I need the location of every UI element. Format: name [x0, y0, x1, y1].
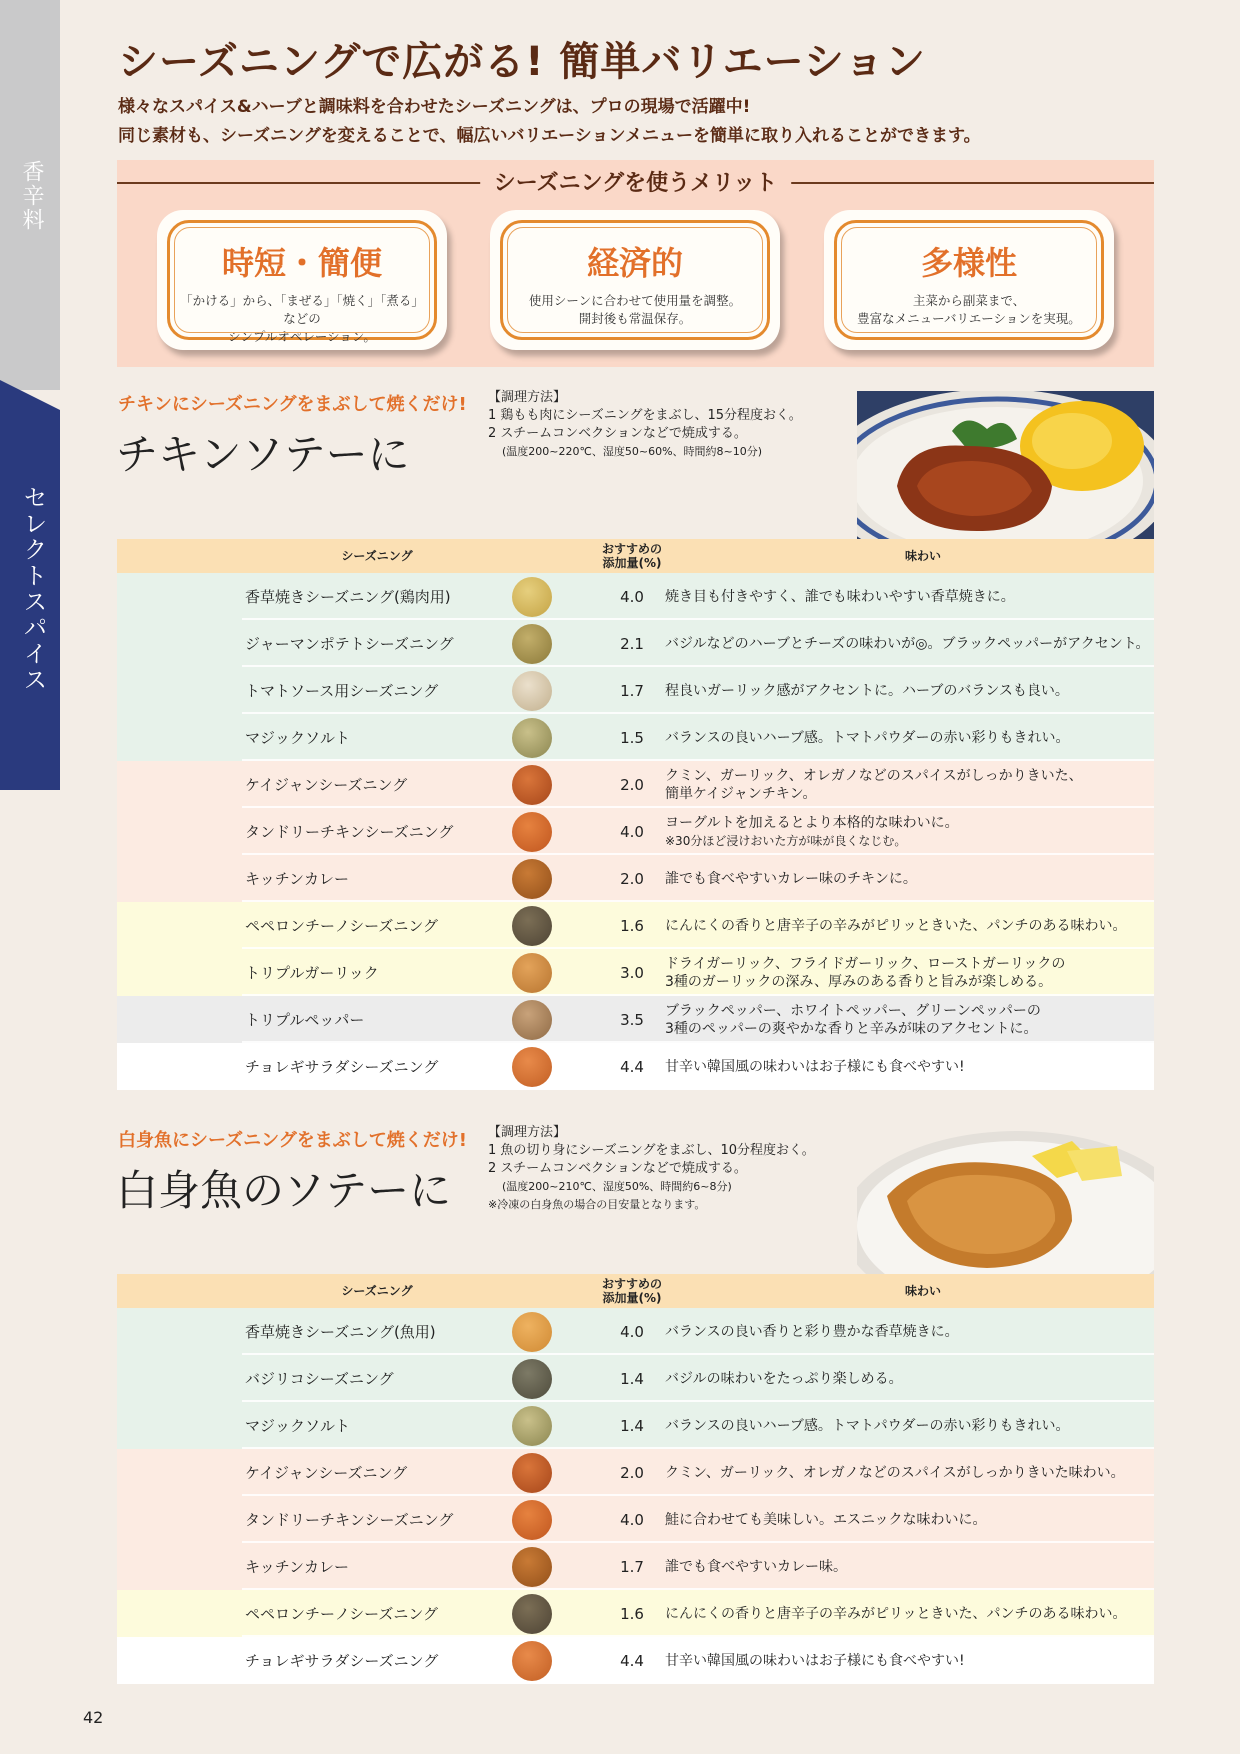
page-number: 42 [83, 1708, 104, 1727]
seasoning-swatch [512, 671, 552, 711]
method-note: ※冷凍の白身魚の場合の目安量となります。 [488, 1198, 706, 1211]
seasoning-swatch [512, 1594, 552, 1634]
chicken-seasoning-table [117, 539, 1154, 1094]
fish-photo [857, 1126, 1154, 1274]
seasoning-name: ケイジャンシーズニング [245, 1464, 408, 1482]
side-tab [0, 0, 60, 1754]
seasoning-amount: 1.6 [620, 1604, 644, 1623]
merit-desc-line: 開封後も常温保存。 [578, 311, 692, 326]
method-title: 【調理方法】 [488, 1125, 567, 1140]
merit-badge-economy [490, 210, 780, 350]
seasoning-swatch [512, 1000, 552, 1040]
seasoning-amount: 1.7 [620, 1557, 644, 1576]
chicken-photo [857, 391, 1154, 539]
table-row [117, 949, 1154, 996]
table-row [117, 1590, 1154, 1637]
seasoning-swatch [512, 624, 552, 664]
seasoning-name: ペペロンチーノシーズニング [245, 917, 439, 935]
merit-heading: シーズニングを使うメリット [480, 166, 792, 197]
merit-panel [117, 160, 1154, 367]
taste-note: ※30分ほど浸けおいた方が味が良くなじむ。 [665, 833, 907, 848]
table-row [117, 1402, 1154, 1449]
method-step: 2 スチームコンベクションなどで焼成する。 [488, 1161, 747, 1176]
seasoning-taste [665, 761, 1083, 808]
seasoning-amount: 1.4 [620, 1369, 644, 1388]
seasoning-swatch [512, 1359, 552, 1399]
chicken-section-title: チキンソテーに [116, 430, 410, 479]
fish-section-title: 白身魚のソテーに [116, 1166, 452, 1215]
seasoning-amount: 4.0 [620, 587, 644, 606]
chicken-tagline: チキンにシーズニングをまぶして焼くだけ! [118, 394, 467, 415]
intro-line-2: 同じ素材も、シーズニングを変えることで、幅広いバリエーションメニューを簡単に取り入れることができます。 [118, 126, 981, 146]
seasoning-name: ジャーマンポテトシーズニング [245, 635, 454, 653]
header-seasoning: シーズニング [341, 1284, 413, 1298]
table-row [117, 1496, 1154, 1543]
seasoning-name: トマトソース用シーズニング [245, 682, 439, 700]
table-row [117, 667, 1154, 714]
taste-line: ブラックペッパー、ホワイトペッパー、グリーンペッパーの [665, 1002, 1041, 1019]
seasoning-amount: 1.7 [620, 681, 644, 700]
seasoning-taste: クミン、ガーリック、オレガノなどのスパイスがしっかりきいた味わい。 [665, 1464, 1125, 1481]
merit-title: 時短・簡便 [221, 244, 382, 282]
seasoning-amount: 2.0 [620, 1463, 644, 1482]
seasoning-amount: 4.4 [620, 1057, 644, 1076]
seasoning-taste: 鮭に合わせても美味しい。エスニックな味わいに。 [665, 1511, 987, 1528]
seasoning-name: キッチンカレー [245, 870, 349, 888]
side-label-category: 香辛料 [19, 160, 44, 232]
header-taste: 味わい [904, 549, 941, 563]
table-header [117, 1274, 1154, 1308]
seasoning-taste: 甘辛い韓国風の味わいはお子様にも食べやすい! [665, 1058, 965, 1075]
seasoning-swatch [512, 1547, 552, 1587]
method-title: 【調理方法】 [488, 390, 567, 405]
seasoning-taste: 程良いガーリック感がアクセントに。ハーブのバランスも良い。 [665, 682, 1069, 699]
seasoning-amount: 4.4 [620, 1651, 644, 1670]
seasoning-swatch [512, 859, 552, 899]
seasoning-amount: 4.0 [620, 822, 644, 841]
seasoning-swatch [512, 577, 552, 617]
header-amount-line: 添加量(%) [602, 1291, 662, 1305]
seasoning-name: キッチンカレー [245, 1558, 349, 1576]
taste-line: クミン、ガーリック、オレガノなどのスパイスがしっかりきいた、 [665, 767, 1083, 784]
chicken-method [488, 389, 802, 461]
table-row [117, 1308, 1154, 1355]
taste-line: ヨーグルトを加えるとより本格的な味わいに。 [665, 814, 959, 831]
seasoning-taste: バジルなどのハーブとチーズの味わいが◎。ブラックペッパーがアクセント。 [665, 635, 1150, 652]
seasoning-taste: 誰でも食べやすいカレー味。 [665, 1558, 847, 1575]
method-step-detail: (温度200~220℃、湿度50~60%、時間約8~10分) [502, 445, 763, 458]
header-seasoning: シーズニング [341, 549, 413, 563]
seasoning-taste: バランスの良い香りと彩り豊かな香草焼きに。 [665, 1323, 959, 1340]
seasoning-swatch [512, 906, 552, 946]
seasoning-swatch [512, 953, 552, 993]
table-row [117, 1543, 1154, 1590]
merit-desc-line: 「かける」から、「まぜる」「焼く」「煮る」などの [180, 293, 424, 326]
seasoning-name: ペペロンチーノシーズニング [245, 1605, 439, 1623]
seasoning-swatch [512, 765, 552, 805]
intro-text [118, 93, 981, 151]
seasoning-amount: 2.1 [620, 634, 644, 653]
seasoning-name: マジックソルト [245, 729, 351, 747]
seasoning-name: 香草焼きシーズニング(魚用) [245, 1323, 436, 1341]
merit-desc [177, 292, 427, 346]
table-row [117, 1449, 1154, 1496]
seasoning-swatch [512, 812, 552, 852]
intro-line-1: 様々なスパイス&ハーブと調味料を合わせたシーズニングは、プロの現場で活躍中! [118, 97, 751, 117]
method-step: 1 魚の切り身にシーズニングをまぶし、10分程度おく。 [488, 1143, 815, 1158]
merit-title: 多様性 [920, 244, 1017, 282]
seasoning-taste: 焼き目も付きやすく、誰でも味わいやすい香草焼きに。 [665, 588, 1015, 605]
table-header [117, 539, 1154, 573]
table-row [117, 620, 1154, 667]
seasoning-name: マジックソルト [245, 1417, 351, 1435]
taste-line: ドライガーリック、フライドガーリック、ローストガーリックの [665, 955, 1066, 972]
fish-method [488, 1124, 815, 1214]
merit-desc-line: 主菜から副菜まで、 [912, 293, 1026, 308]
table-row [117, 1355, 1154, 1402]
seasoning-name: トリプルガーリック [245, 964, 379, 982]
seasoning-amount: 2.0 [620, 775, 644, 794]
seasoning-taste [665, 808, 959, 855]
seasoning-name: 香草焼きシーズニング(鶏肉用) [245, 588, 451, 606]
seasoning-name: ケイジャンシーズニング [245, 776, 408, 794]
header-amount-line: おすすめの [601, 542, 663, 556]
seasoning-taste: バジルの味わいをたっぷり楽しめる。 [665, 1370, 903, 1387]
taste-line: 3種のペッパーの爽やかな香りと辛みが味のアクセントに。 [665, 1020, 1038, 1037]
seasoning-taste [665, 949, 1065, 996]
header-taste: 味わい [904, 1284, 941, 1298]
seasoning-swatch [512, 1453, 552, 1493]
table-row [117, 714, 1154, 761]
seasoning-swatch [512, 1047, 552, 1087]
merit-badge-time [157, 210, 447, 350]
seasoning-taste: 誰でも食べやすいカレー味のチキンに。 [665, 870, 917, 887]
seasoning-name: バジリコシーズニング [245, 1370, 394, 1388]
seasoning-amount: 1.6 [620, 916, 644, 935]
seasoning-name: チョレギサラダシーズニング [245, 1652, 439, 1670]
fish-tagline: 白身魚にシーズニングをまぶして焼くだけ! [118, 1130, 467, 1151]
seasoning-swatch [512, 718, 552, 758]
seasoning-swatch [512, 1500, 552, 1540]
merit-title: 経済的 [586, 244, 683, 282]
method-step-detail: (温度200~210℃、湿度50%、時間約6~8分) [502, 1180, 732, 1193]
seasoning-amount: 4.0 [620, 1510, 644, 1529]
seasoning-amount: 2.0 [620, 869, 644, 888]
table-row [117, 902, 1154, 949]
merit-desc [844, 292, 1094, 328]
method-step: 1 鶏もも肉にシーズニングをまぶし、15分程度おく。 [488, 408, 802, 423]
seasoning-taste: にんにくの香りと唐辛子の辛みがピリッときいた、パンチのある味わい。 [665, 1605, 1127, 1622]
merit-desc-line: 使用シーンに合わせて使用量を調整。 [528, 293, 742, 308]
table-row [117, 808, 1154, 855]
side-label-section: セレクトスパイス [19, 485, 47, 693]
seasoning-taste: バランスの良いハーブ感。トマトパウダーの赤い彩りもきれい。 [665, 729, 1070, 746]
seasoning-amount: 4.0 [620, 1322, 644, 1341]
table-row [117, 761, 1154, 808]
table-row [117, 1637, 1154, 1684]
seasoning-name: トリプルペッパー [245, 1011, 365, 1029]
fish-seasoning-table [117, 1274, 1154, 1688]
header-amount [572, 1274, 692, 1308]
seasoning-name: タンドリーチキンシーズニング [245, 823, 454, 841]
merit-desc [510, 292, 760, 328]
merit-badge-variety [824, 210, 1114, 350]
seasoning-swatch [512, 1406, 552, 1446]
seasoning-name: タンドリーチキンシーズニング [245, 1511, 454, 1529]
header-amount-line: 添加量(%) [602, 556, 662, 570]
table-row [117, 573, 1154, 620]
seasoning-amount: 1.5 [620, 728, 644, 747]
seasoning-amount: 3.5 [620, 1010, 644, 1029]
table-row [117, 855, 1154, 902]
seasoning-amount: 1.4 [620, 1416, 644, 1435]
table-row [117, 1043, 1154, 1090]
header-amount-line: おすすめの [601, 1277, 663, 1291]
seasoning-amount: 3.0 [620, 963, 644, 982]
merit-desc-line: シンプルオペレーション。 [228, 329, 376, 344]
seasoning-taste: にんにくの香りと唐辛子の辛みがピリッときいた、パンチのある味わい。 [665, 917, 1127, 934]
seasoning-swatch [512, 1641, 552, 1681]
seasoning-swatch [512, 1312, 552, 1352]
seasoning-taste: バランスの良いハーブ感。トマトパウダーの赤い彩りもきれい。 [665, 1417, 1070, 1434]
taste-line: 簡単ケイジャンチキン。 [665, 785, 817, 802]
header-amount [572, 539, 692, 573]
method-step: 2 スチームコンベクションなどで焼成する。 [488, 426, 747, 441]
table-row [117, 996, 1154, 1043]
seasoning-name: チョレギサラダシーズニング [245, 1058, 439, 1076]
page-title: シーズニングで広がる! 簡単バリエーション [118, 39, 926, 85]
merit-desc-line: 豊富なメニューバリエーションを実現。 [857, 311, 1081, 326]
seasoning-taste: 甘辛い韓国風の味わいはお子様にも食べやすい! [665, 1652, 965, 1669]
taste-line: 3種のガーリックの深み、厚みのある香りと旨みが楽しめる。 [665, 973, 1053, 990]
seasoning-taste [665, 996, 1041, 1043]
